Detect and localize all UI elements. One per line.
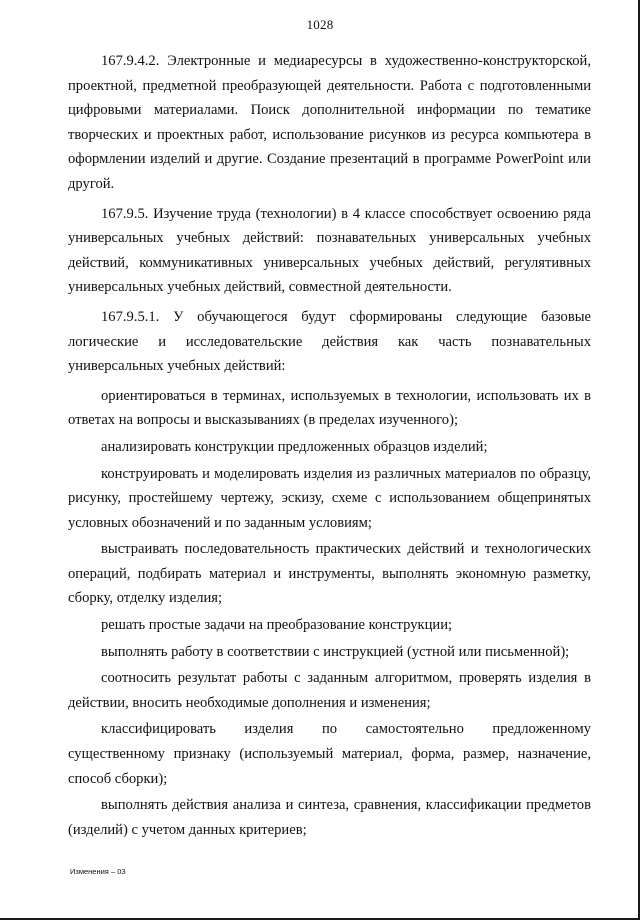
list-item: конструировать и моделировать изделия из различных материалов по образцу, рисунку, простейшему чертежу, эскизу, схеме с использованием общепринятых условных обозначений и по заданным условиям;	[68, 465, 591, 531]
paragraph-167-9-4-2: 167.9.4.2. Электронные и медиаресурсы в художественно-конструкторской, проектной, предметной преобразующей деятельности. Работа с подготовленными цифровыми материалами. Поиск дополнительной информации по тематике творческих и проектных работ, использование рисунков из ресурса компьютера в оформлении изделий и другие. Создание презентаций в программе PowerPoint или другой.	[68, 53, 591, 192]
document-body	[68, 49, 591, 844]
list-item: выполнять действия анализа и синтеза, сравнения, классификации предметов (изделий) с учетом данных критериев;	[68, 797, 591, 838]
list-item: выполнять работу в соответствии с инструкцией (устной или письменной);	[101, 643, 570, 660]
list-item: анализировать конструкции предложенных образцов изделий;	[101, 438, 488, 455]
list-item: решать простые задачи на преобразование конструкции;	[101, 617, 453, 634]
page-number: 1028	[306, 17, 334, 32]
footer-revision-note: Изменения – 03	[70, 867, 126, 876]
list-item: выстраивать последовательность практических действий и технологических операций, подбирать материал и инструменты, выполнять экономную разметку, сборку, отделку изделия;	[68, 541, 591, 607]
paragraph-167-9-5-1: 167.9.5.1. У обучающегося будут сформированы следующие базовые логические и исследовательские действия как часть познавательных универсальных учебных действий:	[68, 308, 591, 375]
list-item: соотносить результат работы с заданным алгоритмом, проверять изделия в действии, вносить необходимые дополнения и изменения;	[68, 670, 591, 711]
list-item: ориентироваться в терминах, используемых в технологии, использовать их в ответах на вопросы и высказываниях (в пределах изученного);	[68, 387, 591, 429]
paragraph-167-9-5: 167.9.5. Изучение труда (технологии) в 4 классе способствует освоению ряда универсальных учебных действий: познавательных универсальных учебных действий, коммуникативных универсальных учебных действий, регулятивных универсальных учебных действий, совместной деятельности.	[68, 205, 591, 296]
list-item: классифицировать изделия по самостоятельно предложенному существенному признаку (используемый материал, форма, размер, назначение, способ сборки);	[68, 721, 591, 787]
